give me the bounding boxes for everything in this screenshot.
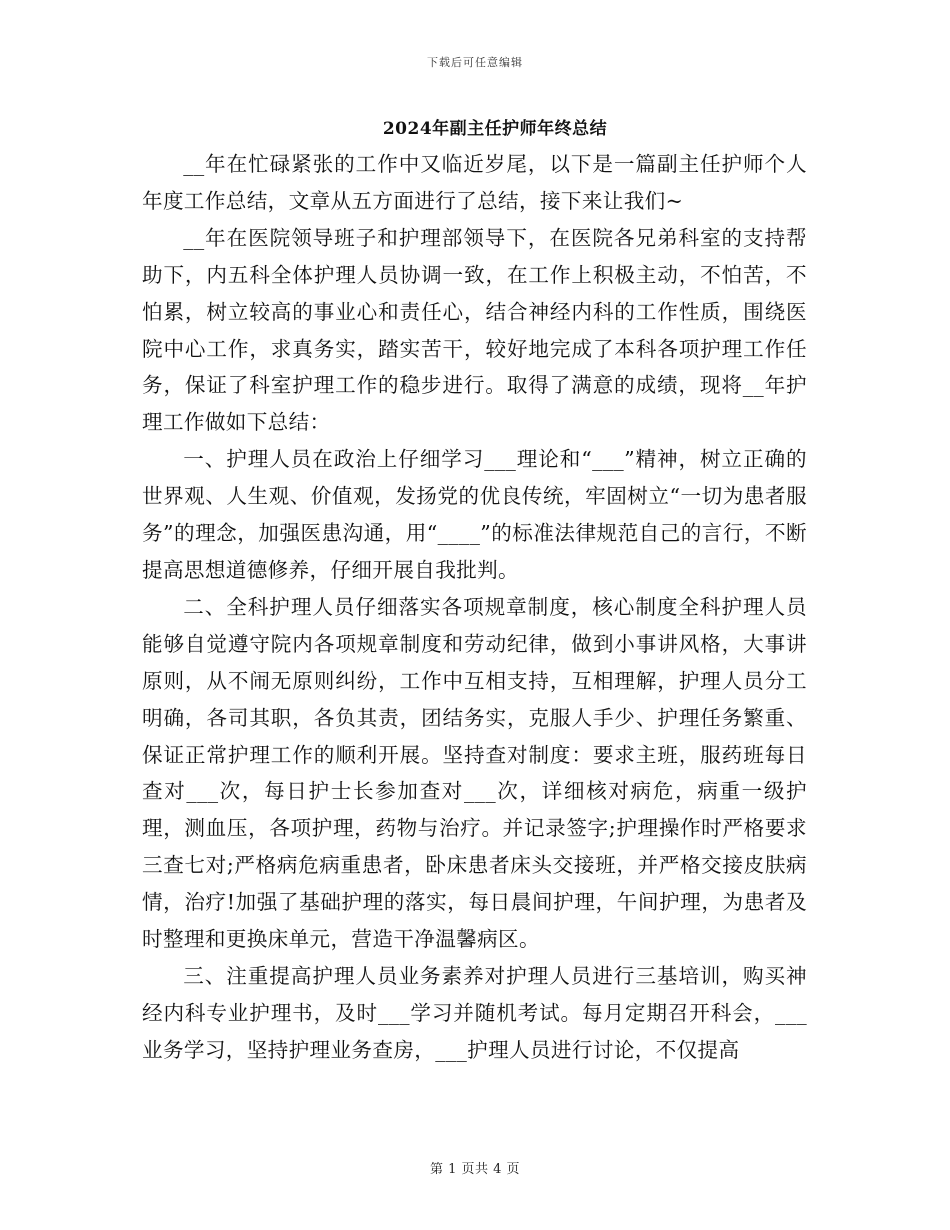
document-title: 2024年副主任护师年终总结 [382, 119, 608, 139]
paragraph-section-1: 一、护理人员在政治上仔细学习___理论和“___”精神，树立正确的世界观、人生观、价值观，发扬党的优良传统，牢固树立“一切为患者服务”的理念，加强医患沟通，用“____”的标准法律规范自己的言行，不断提高思想道德修养，仔细开展自我批判。 [142, 447, 807, 582]
page-number-footer: 第 1 页共 4 页 [429, 1162, 521, 1177]
page-header-note: 下载后可任意编辑 [427, 56, 523, 69]
paragraph-section-2: 二、全科护理人员仔细落实各项规章制度，核心制度全科护理人员能够自觉遵守院内各项规章制度和劳动纪律，做到小事讲风格，大事讲原则，从不闹无原则纠纷，工作中互相支持，互相理解，护理人员分工明确，各司其职，各负其责，团结务实，克服人手少、护理任务繁重、保证正常护理工作的顺利开展。坚持查对制度：要求主班，服药班每日查对___次，每日护士长参加查对___次，详细核对病危，病重一级护理，测血压，各项护理，药物与治疗。并记录签字;护理操作时严格要求三查七对;严格病危病重患者，卧床患者床头交接班，并严格交接皮肤病情，治疗!加强了基础护理的落实，每日晨间护理，午间护理，为患者及时整理和更换床单元，营造干净温馨病区。 [142, 594, 807, 952]
paragraph-overview: __年在医院领导班子和护理部领导下，在医院各兄弟科室的支持帮助下，内五科全体护理人员协调一致，在工作上积极主动，不怕苦，不怕累，树立较高的事业心和责任心，结合神经内科的工作性质，围绕医院中心工作，求真务实，踏实苦干，较好地完成了本科各项护理工作任务，保证了科室护理工作的稳步进行。取得了满意的成绩，现将__年护理工作做如下总结： [142, 225, 807, 435]
paragraph-intro: __年在忙碌紧张的工作中又临近岁尾，以下是一篇副主任护师个人年度工作总结，文章从五方面进行了总结，接下来让我们~ [142, 152, 807, 213]
document-body [142, 146, 807, 1069]
paragraph-section-3: 三、注重提高护理人员业务素养对护理人员进行三基培训，购买神经内科专业护理书，及时___学习并随机考试。每月定期召开科会，___业务学习，坚持护理业务查房，___护理人员进行讨论，不仅提高 [142, 963, 807, 1062]
